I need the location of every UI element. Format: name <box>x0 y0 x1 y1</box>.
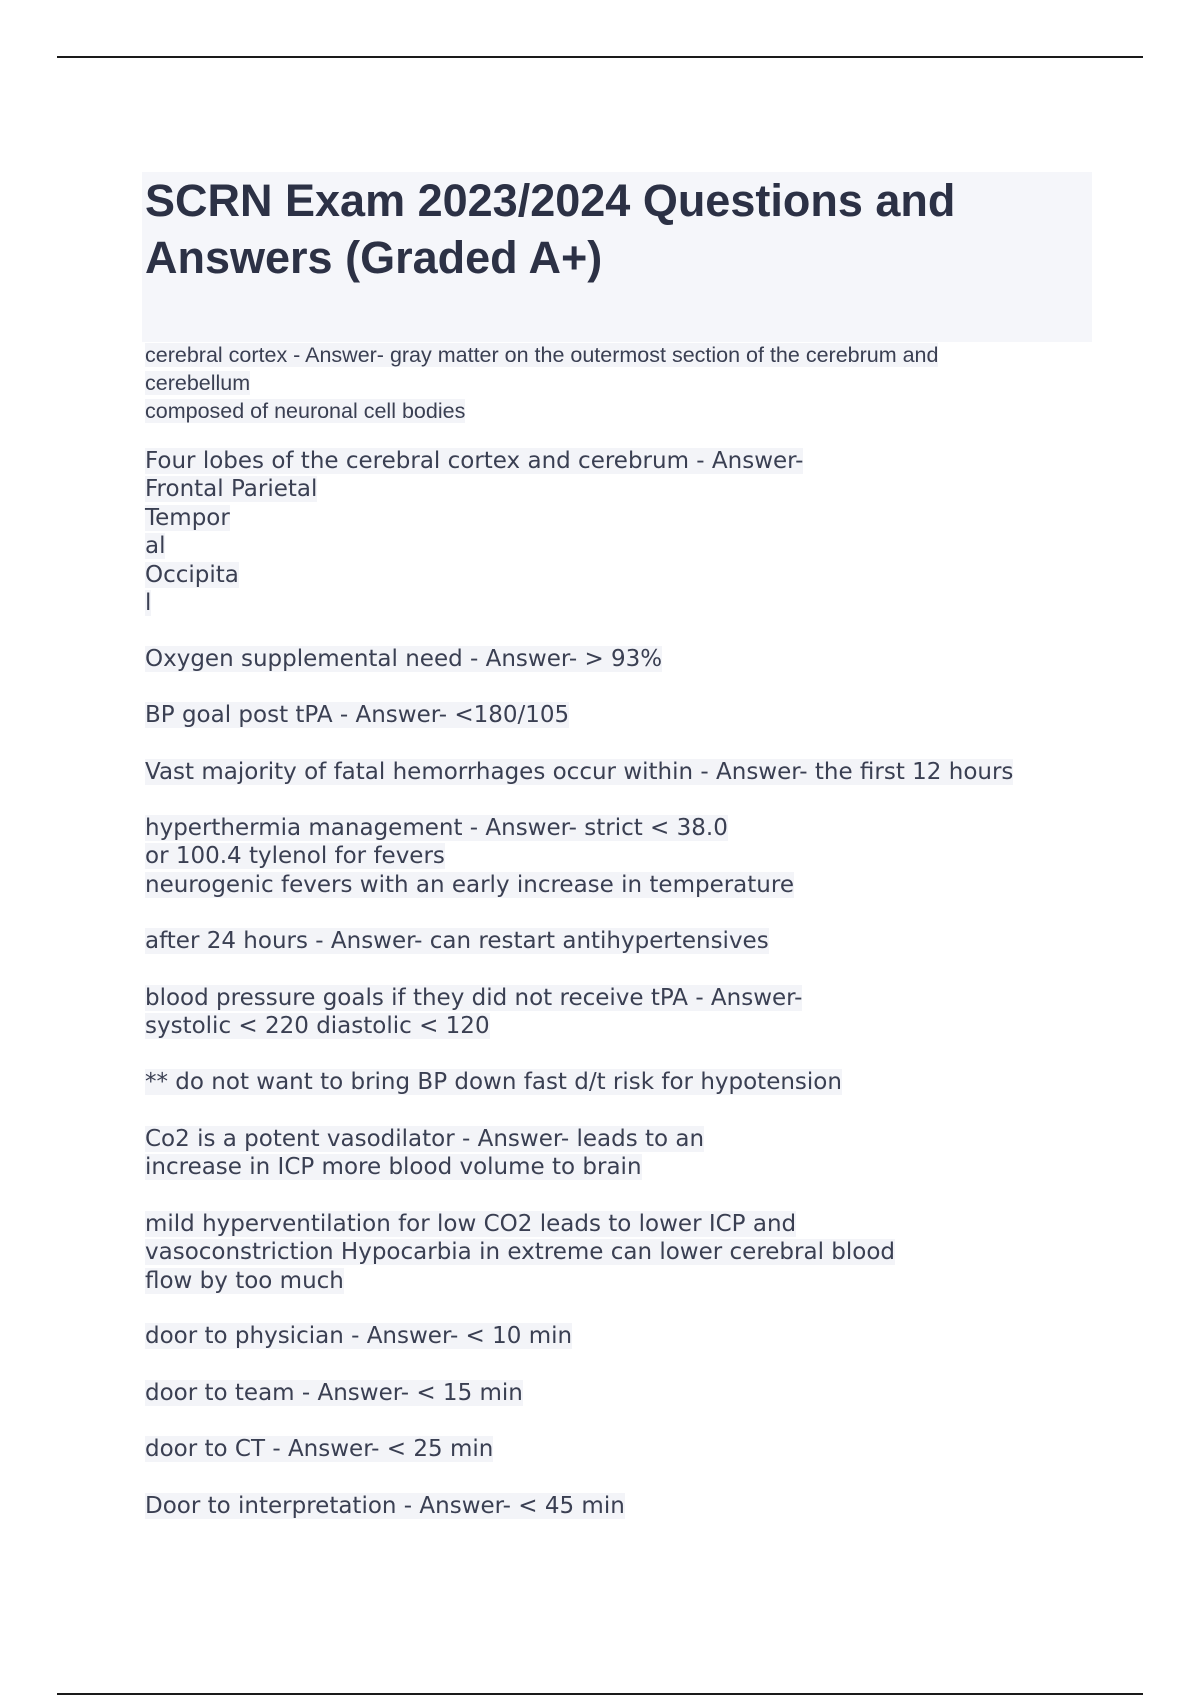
qa-line: l <box>145 590 152 617</box>
top-rule <box>57 56 1143 58</box>
qa-item <box>145 1435 1145 1463</box>
qa-line: neurogenic fevers with an early increase in temperature <box>145 871 794 898</box>
qa-item <box>145 814 1145 899</box>
qa-line: Oxygen supplemental need - Answer- > 93% <box>145 646 663 672</box>
qa-item <box>145 1322 1145 1350</box>
bottom-rule <box>57 1693 1143 1695</box>
qa-line: BP goal post tPA - Answer- <180/105 <box>145 702 570 728</box>
qa-line: al <box>145 533 166 560</box>
qa-line: after 24 hours - Answer- can restart antihypertensives <box>145 928 769 954</box>
qa-item <box>145 758 1145 786</box>
document-title: SCRN Exam 2023/2024 Questions and Answers (Graded A+) <box>145 175 956 283</box>
qa-line: door to CT - Answer- < 25 min <box>145 1436 494 1462</box>
qa-line: Tempor <box>145 504 230 531</box>
qa-line: Occipita <box>145 561 239 588</box>
qa-item <box>145 701 1145 729</box>
qa-item <box>145 1125 1145 1182</box>
qa-line: hyperthermia management - Answer- strict < 38.0 <box>145 815 728 841</box>
qa-line: increase in ICP more blood volume to brain <box>145 1154 642 1181</box>
qa-line: Frontal Parietal <box>145 476 318 503</box>
qa-item <box>145 447 1145 617</box>
qa-item <box>145 1068 1145 1096</box>
qa-line: vasoconstriction Hypocarbia in extreme can lower cerebral blood <box>145 1239 896 1266</box>
qa-line: door to physician - Answer- < 10 min <box>145 1323 573 1349</box>
qa-line: Four lobes of the cerebral cortex and cerebrum - Answer- <box>145 448 804 474</box>
qa-line: Vast majority of fatal hemorrhages occur within - Answer- the first 12 hours <box>145 759 1014 785</box>
qa-line: or 100.4 tylenol for fevers <box>145 843 445 870</box>
intro-line: cerebellum <box>145 371 251 395</box>
intro-line: composed of neuronal cell bodies <box>145 399 466 423</box>
qa-line: Co2 is a potent vasodilator - Answer- leads to an <box>145 1126 705 1152</box>
qa-item <box>145 645 1145 673</box>
qa-line: mild hyperventilation for low CO2 leads to lower ICP and <box>145 1211 797 1237</box>
qa-line: flow by too much <box>145 1267 344 1294</box>
qa-item <box>145 1492 1145 1520</box>
intro-line: cerebral cortex - Answer- gray matter on the outermost section of the cerebrum and <box>145 343 939 367</box>
qa-item <box>145 984 1145 1041</box>
qa-item <box>145 927 1145 955</box>
qa-line: door to team - Answer- < 15 min <box>145 1380 523 1406</box>
qa-line: Door to interpretation - Answer- < 45 min <box>145 1493 625 1519</box>
qa-line: blood pressure goals if they did not receive tPA - Answer- <box>145 985 803 1011</box>
qa-line: systolic < 220 diastolic < 120 <box>145 1013 490 1040</box>
qa-item <box>145 1379 1145 1407</box>
qa-line: ** do not want to bring BP down fast d/t risk for hypotension <box>145 1069 842 1095</box>
intro-paragraph <box>145 341 1065 425</box>
qa-item <box>145 1210 1145 1295</box>
